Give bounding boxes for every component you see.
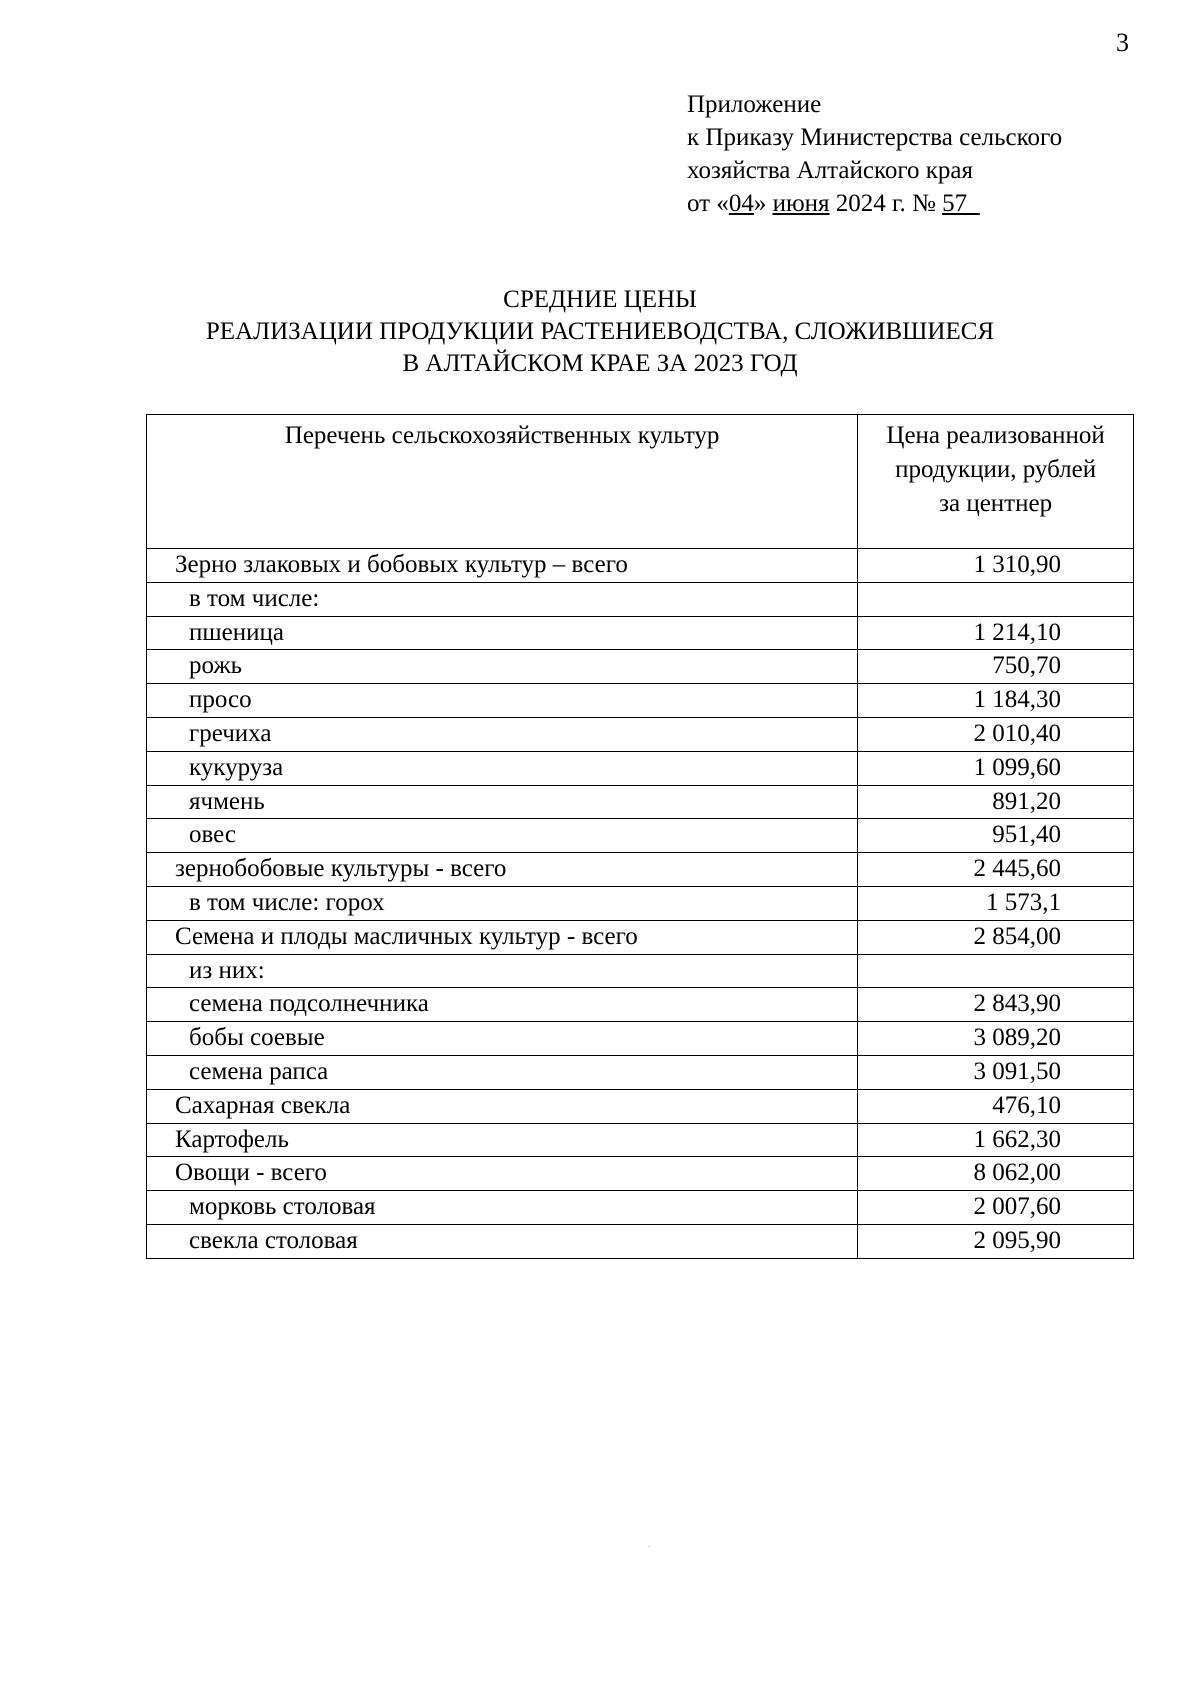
header-price-line-1: Цена реализованной [886, 422, 1105, 449]
crop-name-cell: ячмень [147, 785, 858, 819]
price-cell: 891,20 [858, 785, 1134, 819]
table-row [147, 1022, 1134, 1056]
table-row [147, 1055, 1134, 1089]
table-body [147, 549, 1134, 1259]
price-cell: 1 573,1 [858, 886, 1134, 920]
header-price-line-2: продукции, рублей [895, 456, 1097, 483]
header-crop-list: Перечень сельскохозяйственных культур [147, 415, 858, 549]
header-price [858, 415, 1134, 549]
crop-name-cell: овес [147, 819, 858, 853]
price-cell: 1 662,30 [858, 1123, 1134, 1157]
table-row [147, 886, 1134, 920]
table-row [147, 650, 1134, 684]
order-month: июня [772, 190, 830, 217]
appendix-line-2: к Приказу Министерства сельского [687, 124, 1063, 151]
price-cell: 1 184,30 [858, 684, 1134, 718]
price-cell: 951,40 [858, 819, 1134, 853]
table-row [147, 1123, 1134, 1157]
order-day: 04 [728, 190, 754, 217]
crop-name-cell: в том числе: горох [147, 886, 858, 920]
crop-name-cell: рожь [147, 650, 858, 684]
table-row [147, 920, 1134, 954]
crop-name-cell: бобы соевые [147, 1022, 858, 1056]
table-row [147, 582, 1134, 616]
table-row [147, 785, 1134, 819]
price-cell: 476,10 [858, 1089, 1134, 1123]
crop-name-cell: кукуруза [147, 751, 858, 785]
table-row [147, 1191, 1134, 1225]
price-cell: 2 843,90 [858, 988, 1134, 1022]
order-year-no: 2024 г. № [829, 190, 943, 217]
order-prefix: от « [687, 190, 729, 217]
price-cell: 750,70 [858, 650, 1134, 684]
crop-name-cell: из них: [147, 954, 858, 988]
crop-name-cell: морковь столовая [147, 1191, 858, 1225]
price-cell: 2 007,60 [858, 1191, 1134, 1225]
crop-name-cell: Овощи - всего [147, 1157, 858, 1191]
order-number: 57_ [942, 190, 980, 217]
appendix-header [687, 88, 1062, 220]
price-cell: 1 214,10 [858, 616, 1134, 650]
price-cell: 2 854,00 [858, 920, 1134, 954]
crop-name-cell: гречиха [147, 717, 858, 751]
table-row [147, 549, 1134, 583]
crop-name-cell: семена рапса [147, 1055, 858, 1089]
crop-name-cell: в том числе: [147, 582, 858, 616]
table-row [147, 988, 1134, 1022]
table-row [147, 853, 1134, 887]
crop-name-cell: зернобобовые культуры - всего [147, 853, 858, 887]
order-mid: » [753, 190, 773, 217]
crop-name-cell: Сахарная свекла [147, 1089, 858, 1123]
scan-speck [648, 1546, 650, 1547]
crop-name-cell: Зерно злаковых и бобовых культур – всего [147, 549, 858, 583]
price-cell [858, 954, 1134, 988]
price-cell: 1 310,90 [858, 549, 1134, 583]
crop-name-cell: Семена и плоды масличных культур - всего [147, 920, 858, 954]
table-row [147, 1157, 1134, 1191]
crop-name-cell: Картофель [147, 1123, 858, 1157]
prices-table [146, 414, 1134, 1259]
appendix-line-1: Приложение [687, 91, 822, 118]
table-row [147, 1089, 1134, 1123]
table-row [147, 954, 1134, 988]
crop-name-cell: семена подсолнечника [147, 988, 858, 1022]
page-number: 3 [1116, 28, 1129, 57]
table-row [147, 616, 1134, 650]
price-cell: 3 089,20 [858, 1022, 1134, 1056]
table-row [147, 684, 1134, 718]
table-row [147, 751, 1134, 785]
price-cell: 8 062,00 [858, 1157, 1134, 1191]
appendix-line-3: хозяйства Алтайского края [687, 157, 973, 184]
title-line-1: СРЕДНИЕ ЦЕНЫ [503, 286, 697, 313]
table-row [147, 819, 1134, 853]
price-cell: 3 091,50 [858, 1055, 1134, 1089]
price-cell: 2 095,90 [858, 1224, 1134, 1258]
crop-name-cell: пшеница [147, 616, 858, 650]
table-row [147, 1224, 1134, 1258]
price-cell: 2 010,40 [858, 717, 1134, 751]
crop-name-cell: просо [147, 684, 858, 718]
title-line-2: РЕАЛИЗАЦИИ ПРОДУКЦИИ РАСТЕНИЕВОДСТВА, СЛОЖИВШИЕСЯ [205, 318, 995, 345]
table-row [147, 717, 1134, 751]
document-title [0, 284, 1200, 380]
order-reference [687, 187, 1062, 220]
header-price-line-3: за центнер [939, 490, 1053, 517]
title-line-3: В АЛТАЙСКОМ КРАЕ ЗА 2023 ГОД [402, 350, 798, 377]
table-header-row [147, 415, 1134, 549]
price-cell: 1 099,60 [858, 751, 1134, 785]
crop-name-cell: свекла столовая [147, 1224, 858, 1258]
price-cell [858, 582, 1134, 616]
price-cell: 2 445,60 [858, 853, 1134, 887]
